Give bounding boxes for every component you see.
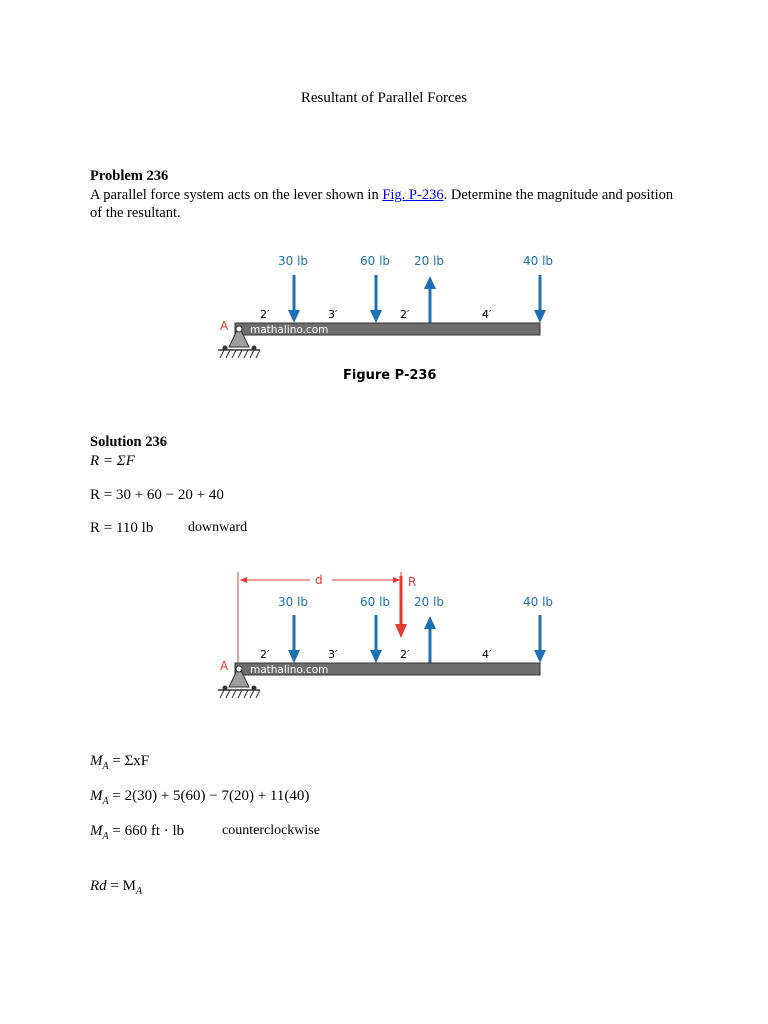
watermark: mathalino.com	[250, 324, 329, 336]
figure-p-236	[210, 248, 560, 388]
support-label-a: A	[220, 319, 229, 333]
dim-label-3: 2′	[400, 308, 410, 321]
equation-r-result	[90, 520, 153, 537]
force-label-60: 60 lb	[360, 595, 391, 609]
eq-text: = 660 ft · lb	[112, 823, 185, 839]
m-subscript: A	[135, 886, 143, 897]
force-label-60: 60 lb	[360, 254, 391, 268]
watermark: mathalino.com	[250, 664, 329, 676]
m-symbol: M	[90, 788, 103, 804]
eq-text: = M	[110, 878, 136, 894]
force-arrow-20-up	[424, 276, 436, 323]
problem-text-end: . Determine the magnitude and position of the resultant.	[90, 187, 674, 221]
force-arrow-30	[288, 275, 300, 323]
figure-resultant	[210, 568, 560, 708]
problem-heading: Problem 236	[90, 168, 169, 184]
label-r: R	[408, 575, 417, 589]
direction-downward: downward	[188, 520, 248, 535]
force-label-20: 20 lb	[414, 595, 445, 609]
m-subscript: A	[102, 761, 109, 772]
force-label-20: 20 lb	[414, 254, 445, 268]
eq-text: R = 30 + 60 − 20 + 40	[90, 487, 224, 503]
dim-label-4: 4′	[482, 648, 492, 661]
equation-moment-values	[90, 788, 309, 807]
problem-text-start: A parallel force system acts on the lever shown in	[90, 187, 383, 203]
rd-symbol: Rd	[90, 878, 107, 894]
page-title: Resultant of Parallel Forces	[300, 90, 468, 106]
figure-link[interactable]: Fig. P-236	[382, 187, 444, 203]
dim-label-2: 3′	[328, 648, 338, 661]
support-label-a: A	[220, 659, 229, 673]
solution-heading: Solution 236	[90, 434, 167, 450]
eq-text: = ΣxF	[112, 753, 150, 769]
dim-label-1: 2′	[260, 648, 270, 661]
force-arrow-60	[370, 275, 382, 323]
eq-text: R = 110 lb	[90, 520, 154, 536]
problem-text	[90, 186, 680, 222]
m-symbol: M	[90, 823, 103, 839]
equation-r-sum	[90, 453, 135, 470]
figure-caption: Figure P-236	[343, 368, 437, 383]
dim-label-3: 2′	[400, 648, 410, 661]
m-symbol: M	[90, 753, 103, 769]
dim-label-2: 3′	[328, 308, 338, 321]
eq-text: R = ΣF	[90, 453, 135, 469]
equation-rd	[90, 878, 142, 897]
label-d: d	[315, 573, 323, 587]
force-label-30: 30 lb	[278, 254, 309, 268]
equation-moment-result	[90, 823, 184, 842]
dim-label-4: 4′	[482, 308, 492, 321]
dim-label-1: 2′	[260, 308, 270, 321]
eq-text: = 2(30) + 5(60) − 7(20) + 11(40)	[112, 788, 310, 804]
m-subscript: A	[102, 831, 109, 842]
equation-moment-sum	[90, 753, 149, 772]
equation-r-values	[90, 487, 224, 504]
force-arrow-40	[534, 615, 546, 663]
resultant-arrow	[395, 576, 407, 638]
force-arrow-20-up	[424, 616, 436, 663]
force-arrow-40	[534, 275, 546, 323]
force-label-40: 40 lb	[523, 254, 554, 268]
force-arrow-30	[288, 615, 300, 663]
direction-counterclockwise: counterclockwise	[222, 823, 320, 838]
force-label-40: 40 lb	[523, 595, 554, 609]
force-label-30: 30 lb	[278, 595, 309, 609]
force-arrow-60	[370, 615, 382, 663]
m-subscript: A	[102, 796, 109, 807]
